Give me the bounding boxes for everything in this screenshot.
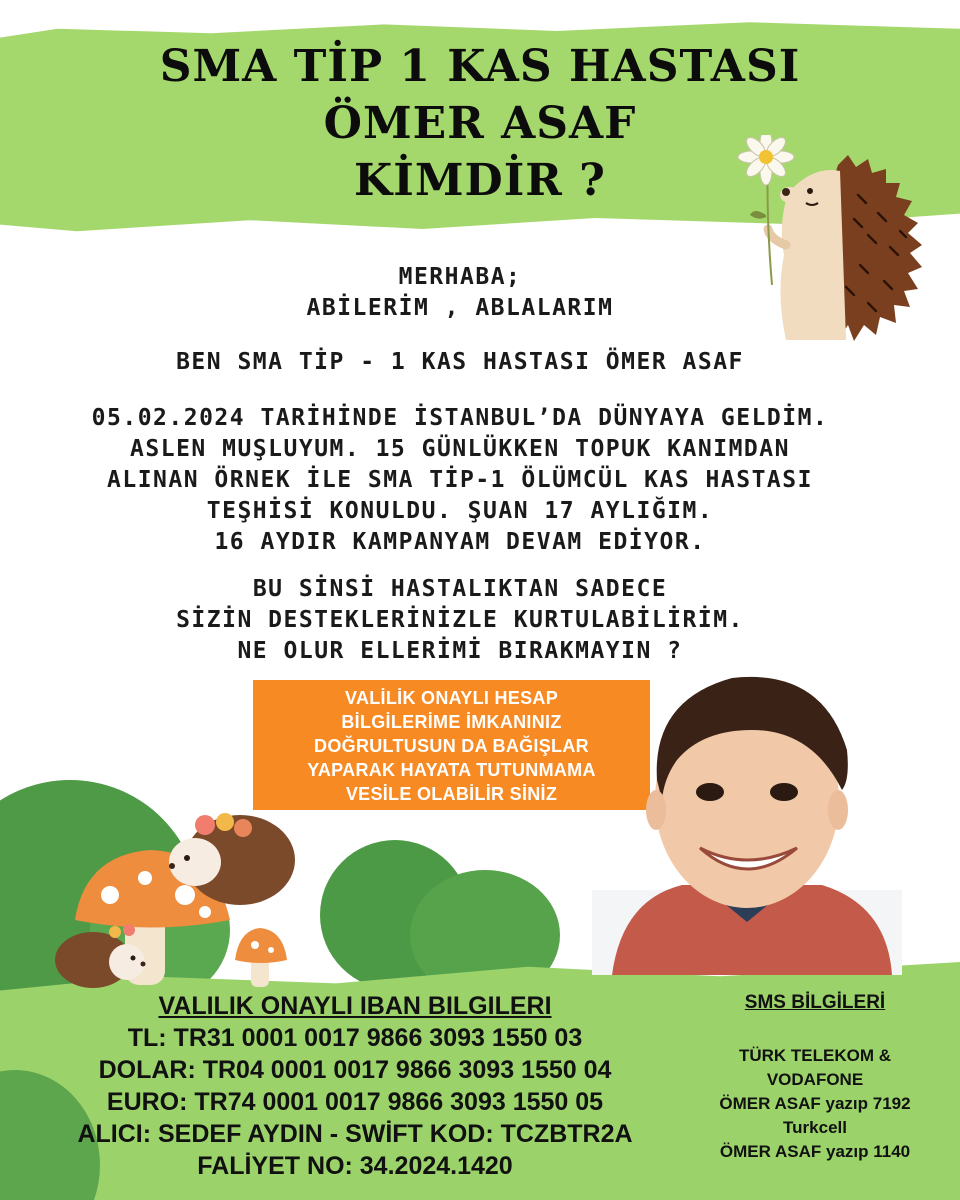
- sms-heading: SMS BİLGİLERİ: [744, 992, 886, 1013]
- iban-heading: VALILIK ONAYLI IBAN BILGILERI: [158, 992, 552, 1020]
- callout-line: YAPARAK HAYATA TUTUNMAMA: [307, 760, 596, 780]
- story-paragraph: [20, 403, 900, 558]
- plea-paragraph: [20, 574, 900, 667]
- callout-line: BİLGİLERİME İMKANINIZ: [341, 712, 562, 732]
- iban-line: EURO: TR74 0001 0017 9866 3093 1550 05: [106, 1088, 604, 1116]
- sms-line: ÖMER ASAF yazıp 7192: [719, 1094, 911, 1113]
- title-line: KİMDİR ?: [354, 155, 606, 206]
- sms-line: TÜRK TELEKOM &: [738, 1046, 892, 1065]
- greeting: [20, 262, 900, 324]
- story-line: 05.02.2024 TARİHİNDE İSTANBUL’DA DÜNYAYA GELDİM.: [91, 405, 829, 431]
- intro-text: BEN SMA TİP - 1 KAS HASTASI ÖMER ASAF: [176, 349, 744, 375]
- title-line: ÖMER ASAF: [323, 98, 637, 149]
- iban-line: DOLAR: TR04 0001 0017 9866 3093 1550 04: [98, 1056, 612, 1084]
- greeting-line: ABİLERİM , ABLALARIM: [306, 295, 614, 321]
- child-photo: [592, 660, 902, 975]
- story-line: ASLEN MUŞLUYUM. 15 GÜNLÜKKEN TOPUK KANIMDAN: [130, 436, 790, 462]
- greeting-line: MERHABA;: [398, 264, 522, 290]
- sms-line: VODAFONE: [766, 1070, 864, 1089]
- sms-info: [690, 990, 940, 1164]
- sms-line: Turkcell: [783, 1118, 847, 1137]
- title-line: SMA TİP 1 KAS HASTASI: [159, 41, 801, 92]
- iban-line: TL: TR31 0001 0017 9866 3093 1550 03: [127, 1024, 583, 1052]
- callout-line: VESİLE OLABİLİR SİNİZ: [345, 784, 558, 804]
- plea-line: NE OLUR ELLERİMİ BIRAKMAYIN ?: [237, 638, 683, 664]
- mushroom-hedgehogs-illustration: [55, 800, 315, 990]
- sms-line: ÖMER ASAF yazıp 1140: [719, 1142, 911, 1161]
- iban-line: FALİYET NO: 34.2024.1420: [197, 1152, 513, 1180]
- callout-line: VALİLİK ONAYLI HESAP: [344, 688, 559, 708]
- story-line: ALINAN ÖRNEK İLE SMA TİP-1 ÖLÜMCÜL KAS HASTASI: [107, 467, 813, 493]
- donation-callout: [253, 680, 650, 810]
- iban-info: [20, 990, 690, 1182]
- plea-line: SİZİN DESTEKLERİNİZLE KURTULABİLİRİM.: [176, 607, 744, 633]
- iban-line: ALICI: SEDEF AYDIN - SWİFT KOD: TCZBTR2A: [77, 1120, 633, 1148]
- story-line: 16 AYDIR KAMPANYAM DEVAM EDİYOR.: [214, 529, 706, 555]
- intro-line: [20, 347, 900, 378]
- plea-line: BU SİNSİ HASTALIKTAN SADECE: [252, 576, 668, 602]
- callout-line: DOĞRULTUSUN DA BAĞIŞLAR: [314, 736, 589, 756]
- story-line: TEŞHİSİ KONULDU. ŞUAN 17 AYLIĞIM.: [206, 498, 714, 524]
